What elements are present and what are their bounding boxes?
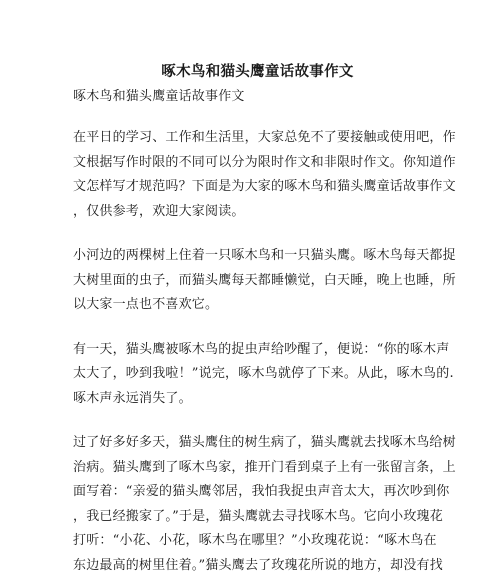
text-line: 大树里面的虫子，而猫头鹰每天都睡懒觉，白天睡，晚上也睡，所 xyxy=(73,269,442,294)
text-line: 以大家一点也不喜欢它。 xyxy=(73,293,442,318)
text-line: 治病。猫头鹰到了啄木鸟家，推开门看到桌子上有一张留言条，上 xyxy=(73,456,442,481)
text-line: 面写着：“亲爱的猫头鹰邻居，我怕我捉虫声音太大，再次吵到你 xyxy=(73,480,442,505)
paragraph-story-3 xyxy=(73,431,442,578)
text-line: 打听：“小花、小花，啄木鸟在哪里？”小玫瑰花说：“啄木鸟在 xyxy=(73,529,442,554)
text-line: 太大了，吵到我啦！”说完，啄木鸟就停了下来。从此，啄木鸟的. xyxy=(73,362,442,387)
document-subtitle: 啄木鸟和猫头鹰童话故事作文 xyxy=(73,86,442,108)
text-line: ，我已经搬家了。”于是，猫头鹰就去寻找啄木鸟。它向小玫瑰花 xyxy=(73,505,442,530)
text-line: 东边最高的树里住着。”猫头鹰去了玫瑰花所说的地方，却没有找 xyxy=(73,554,442,578)
text-line: 有一天，猫头鹰被啄木鸟的捉虫声给吵醒了，便说：“你的啄木声 xyxy=(73,338,442,363)
text-line: 在平日的学习、工作和生活里，大家总免不了要接触或使用吧，作 xyxy=(73,126,442,151)
paragraph-story-1 xyxy=(73,244,442,318)
text-line: 啄木声永远消失了。 xyxy=(73,387,442,412)
text-line: 过了好多好多天，猫头鹰住的树生病了，猫头鹰就去找啄木鸟给树 xyxy=(73,431,442,456)
text-line: ，仅供参考，欢迎大家阅读。 xyxy=(73,200,442,225)
document-title: 啄木鸟和猫头鹰童话故事作文 xyxy=(73,0,442,85)
paragraph-intro xyxy=(73,126,442,224)
text-line: 文根据写作时限的不同可以分为限时作文和非限时作文。你知道作 xyxy=(73,151,442,176)
text-line: 文怎样写才规范吗？下面是为大家的啄木鸟和猫头鹰童话故事作文 xyxy=(73,175,442,200)
paragraph-story-2 xyxy=(73,338,442,412)
text-line: 小河边的两棵树上住着一只啄木鸟和一只猫头鹰。啄木鸟每天都捉 xyxy=(73,244,442,269)
